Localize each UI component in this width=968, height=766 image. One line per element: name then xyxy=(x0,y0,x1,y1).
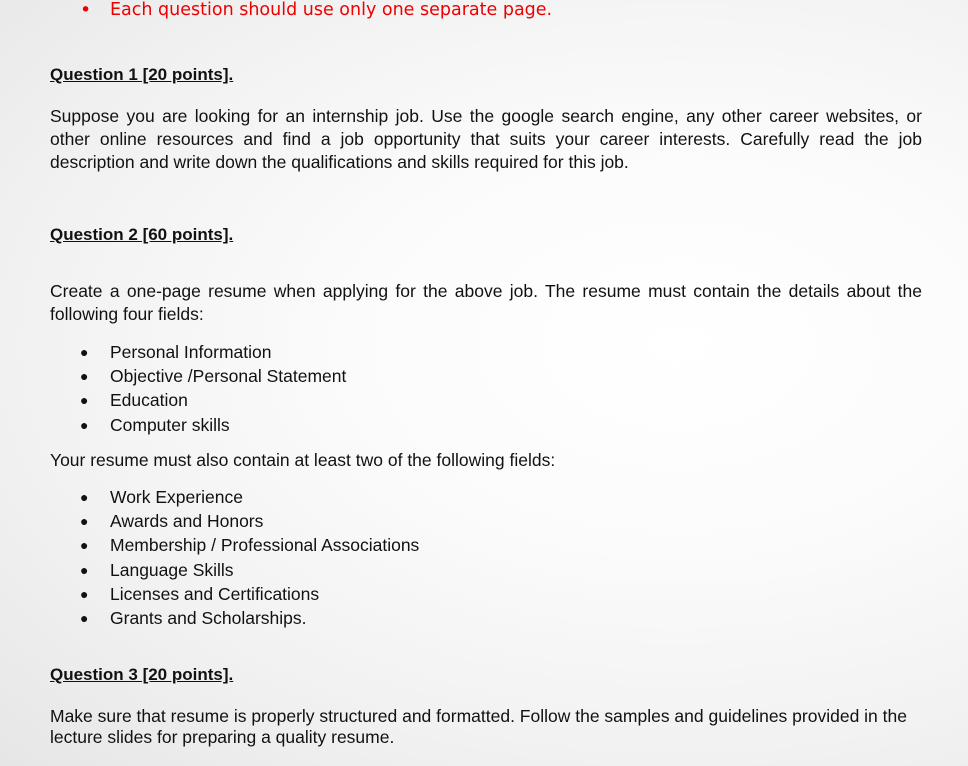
list-item: ● Work Experience xyxy=(0,485,419,509)
list-item: ● Language Skills xyxy=(0,558,419,582)
optional-fields-list xyxy=(0,485,419,630)
required-fields-list xyxy=(0,340,346,437)
bullet-icon: ● xyxy=(80,513,89,530)
list-item: ● Membership / Professional Associations xyxy=(0,533,419,557)
note-text: Each question should use only one separate page. xyxy=(110,0,553,20)
question-2-body: Create a one-page resume when applying for the above job. The resume must contain the details about the following four fields: xyxy=(50,281,922,324)
question-2-heading: Question 2 [60 points]. xyxy=(50,225,234,244)
bullet-icon: ● xyxy=(80,416,89,433)
bullet-icon: ● xyxy=(80,392,89,409)
bullet-icon: ● xyxy=(80,585,89,602)
list-item: ● Grants and Scholarships. xyxy=(0,606,419,630)
list-item: ● Personal Information xyxy=(0,340,346,364)
list-item: ● Licenses and Certifications xyxy=(0,582,419,606)
question-3-body: Make sure that resume is properly structured and formatted. Follow the samples and guidelines provided in the lecture slides for preparing a quality resume. xyxy=(50,706,907,747)
list-item: ● Objective /Personal Statement xyxy=(0,364,346,388)
list-item: ● Education xyxy=(0,388,346,412)
bullet-icon: ● xyxy=(80,561,89,578)
question-3-heading: Question 3 [20 points]. xyxy=(50,665,234,684)
list-item: ● Computer skills xyxy=(0,413,346,437)
note-bullet: • xyxy=(80,0,92,21)
question-1-body: Suppose you are looking for an internship job. Use the google search engine, any other career websites, or other online resources and find a job opportunity that suits your career interests. Carefully read the job description and write down the qualifications and skills required for this job. xyxy=(50,106,922,172)
bullet-icon: ● xyxy=(80,610,89,627)
bullet-icon: ● xyxy=(80,368,89,385)
bullet-icon: ● xyxy=(80,344,89,360)
additional-fields-intro: Your resume must also contain at least two of the following fields: xyxy=(50,450,556,470)
list-item: ● Awards and Honors xyxy=(0,509,419,533)
bullet-icon: ● xyxy=(80,537,89,554)
bullet-icon: ● xyxy=(80,489,89,505)
question-1-heading: Question 1 [20 points]. xyxy=(50,65,234,84)
